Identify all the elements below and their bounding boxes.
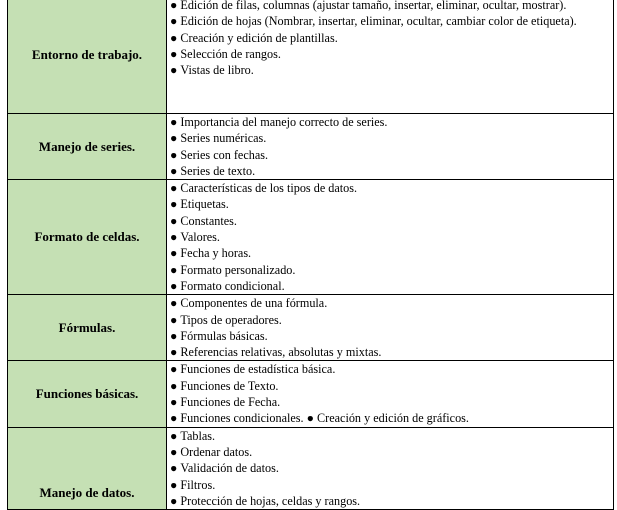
bullet-icon: ● xyxy=(170,378,178,393)
list-item: ● Creación y edición de plantillas. xyxy=(170,30,338,45)
table-row xyxy=(8,114,614,180)
list-item: ● Formato personalizado. xyxy=(170,262,296,277)
bullet-icon: ● xyxy=(170,278,178,293)
bullet-icon: ● xyxy=(170,147,178,162)
bullet-icon: ● xyxy=(170,46,178,61)
table-row xyxy=(8,427,614,509)
bullet-icon: ● xyxy=(170,181,178,196)
row-heading: Manejo de series. xyxy=(8,114,167,180)
content-table xyxy=(7,0,614,510)
bullet-icon: ● xyxy=(170,63,178,78)
table-row xyxy=(8,361,614,427)
list-item: ● Ordenar datos. xyxy=(170,444,253,459)
list-item: ● Tipos de operadores. xyxy=(170,312,282,327)
bullet-icon: ● xyxy=(170,328,178,343)
table-row xyxy=(8,0,614,114)
list-item: ● Edición de filas, columnas (ajustar tamaño, insertar, eliminar, ocultar, mostrar). xyxy=(170,0,567,12)
bullet-icon: ● xyxy=(170,262,178,277)
list-item: ● Importancia del manejo correcto de series. xyxy=(170,115,388,129)
row-items xyxy=(167,295,614,361)
bullet-icon: ● xyxy=(170,246,178,261)
list-item: ● Protección de hojas, celdas y rangos. xyxy=(170,493,361,508)
row-items xyxy=(167,180,614,295)
bullet-icon: ● xyxy=(170,345,178,360)
list-item: ● Funciones de Fecha. xyxy=(170,395,281,410)
row-heading: Entorno de trabajo. xyxy=(8,0,167,114)
list-item: ● Validación de datos. xyxy=(170,461,279,476)
bullet-icon: ● xyxy=(170,461,178,476)
row-heading: Fórmulas. xyxy=(8,295,167,361)
bullet-icon: ● xyxy=(170,14,178,29)
list-item: ● Características de los tipos de datos. xyxy=(170,181,358,196)
list-item: ● Etiquetas. xyxy=(170,197,229,212)
bullet-icon: ● xyxy=(170,30,178,45)
bullet-icon: ● xyxy=(170,493,178,508)
bullet-icon: ● xyxy=(170,411,178,426)
list-item: ● Series con fechas. xyxy=(170,147,269,162)
list-item: ● Filtros. xyxy=(170,477,216,492)
row-items xyxy=(167,114,614,180)
list-item: ● Componentes de una fórmula. xyxy=(170,296,328,311)
list-item: ● Funciones de estadística básica. xyxy=(170,362,336,377)
row-heading: Funciones básicas. xyxy=(8,361,167,427)
bullet-icon: ● xyxy=(170,312,178,327)
table-row xyxy=(8,295,614,361)
bullet-icon: ● xyxy=(170,115,178,129)
list-item: ● Selección de rangos. xyxy=(170,46,281,61)
list-item: ● Edición de hojas (Nombrar, insertar, eliminar, ocultar, cambiar color de etiqueta). xyxy=(170,14,577,29)
bullet-icon: ● xyxy=(170,395,178,410)
bullet-icon: ● xyxy=(170,131,178,146)
bullet-icon: ● xyxy=(170,296,178,311)
list-item: ● Constantes. xyxy=(170,213,237,228)
list-item: ● Valores. xyxy=(170,230,220,245)
row-items xyxy=(167,427,614,509)
list-item: ● Series numéricas. xyxy=(170,131,267,146)
table-row xyxy=(8,180,614,295)
row-heading: Manejo de datos. xyxy=(8,427,167,509)
bullet-icon: ● xyxy=(170,477,178,492)
list-item: ● Tablas. xyxy=(170,428,216,443)
bullet-icon: ● xyxy=(170,213,178,228)
bullet-icon: ● xyxy=(170,444,178,459)
bullet-icon: ● xyxy=(170,197,178,212)
list-item: ● Formato condicional. xyxy=(170,278,285,293)
bullet-icon: ● xyxy=(170,428,178,443)
bullet-icon: ● xyxy=(170,163,178,178)
list-item: ● Fórmulas básicas. xyxy=(170,328,268,343)
list-item: ● Vistas de libro. xyxy=(170,63,254,78)
list-item: ● Funciones de Texto. xyxy=(170,378,279,393)
list-item: ● Series de texto. xyxy=(170,163,256,178)
bullet-icon: ● xyxy=(170,0,178,12)
list-item: ● Referencias relativas, absolutas y mixtas. xyxy=(170,345,382,360)
bullet-icon: ● xyxy=(170,230,178,245)
bullet-icon: ● xyxy=(170,362,178,377)
list-item: ● Funciones condicionales. ● Creación y edición de gráficos. xyxy=(170,411,469,426)
row-heading: Formato de celdas. xyxy=(8,180,167,295)
row-items xyxy=(167,0,614,114)
row-items xyxy=(167,361,614,427)
list-item: ● Fecha y horas. xyxy=(170,246,252,261)
